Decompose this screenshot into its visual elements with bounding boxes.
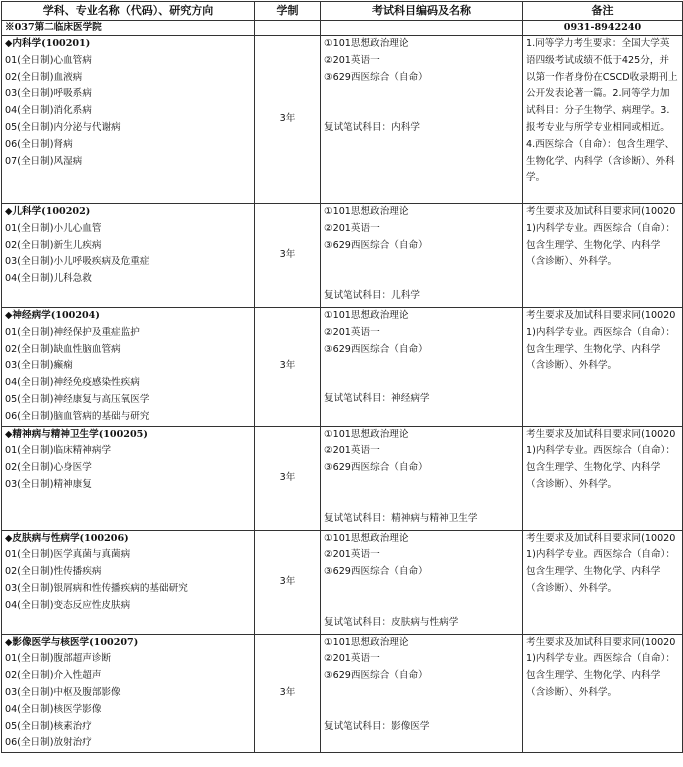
major-cell [2, 634, 255, 753]
major-cell [2, 36, 255, 204]
subjects-cell [321, 426, 523, 530]
header-row [2, 2, 683, 21]
major-cell [2, 204, 255, 308]
direction-item: 03(全日制)癫痫 [5, 360, 73, 372]
retest-subject: 复试笔试科目：神经病学 [324, 392, 430, 404]
duration-cell: 3年 [255, 308, 321, 427]
subjects-cell [321, 204, 523, 308]
college-duration-empty [255, 21, 321, 36]
direction-item: 03(全日制)中枢及腹部影像 [5, 686, 121, 698]
major-cell [2, 308, 255, 427]
direction-item: 02(全日制)性传播疾病 [5, 566, 102, 578]
subject-item: ③629西医综合（自命） [324, 239, 428, 251]
major-row [2, 530, 683, 634]
subject-item: ③629西医综合（自命） [324, 71, 428, 83]
college-name: ※037第二临床医学院 [2, 21, 255, 36]
direction-item: 01(全日制)心血管病 [5, 54, 92, 66]
subjects-cell [321, 308, 523, 427]
subject-item: ③629西医综合（自命） [324, 566, 428, 578]
direction-item: 03(全日制)呼吸系病 [5, 88, 92, 100]
note-cell: 考生要求及加试科目要求同(100201)内科学专业。西医综合（自命）：包含生理学、生物化学、内科学（含诊断）、外科学。 [523, 426, 683, 530]
direction-item: 03(全日制)银屑病和性传播疾病的基础研究 [5, 582, 188, 594]
header-duration: 学制 [255, 2, 321, 21]
subject-item: ①101思想政治理论 [324, 38, 409, 49]
subject-item: ①101思想政治理论 [324, 532, 409, 544]
subjects-cell [321, 36, 523, 204]
duration-cell: 3年 [255, 426, 321, 530]
direction-item: 03(全日制)精神康复 [5, 478, 92, 490]
major-cell [2, 530, 255, 634]
subject-item: ③629西医综合（自命） [324, 670, 428, 682]
direction-item: 02(全日制)新生儿疾病 [5, 239, 102, 251]
subjects-cell [321, 530, 523, 634]
subject-item: ②201英语一 [324, 549, 380, 561]
duration-cell: 3年 [255, 530, 321, 634]
direction-item: 05(全日制)核素治疗 [5, 720, 92, 732]
direction-item: 01(全日制)小儿心血管 [5, 222, 102, 234]
duration-cell: 3年 [255, 36, 321, 204]
major-cell [2, 426, 255, 530]
direction-item: 04(全日制)儿科急救 [5, 273, 92, 285]
major-title: ◆影像医学与核医学(100207) [5, 636, 139, 648]
note-cell: 考生要求及加试科目要求同(100201)内科学专业。西医综合（自命）：包含生理学、生物化学、内科学（含诊断）、外科学。 [523, 634, 683, 753]
subject-item: ③629西医综合（自命） [324, 343, 428, 355]
subject-item: ②201英语一 [324, 326, 380, 338]
major-row [2, 634, 683, 753]
retest-subject: 复试笔试科目：内科学 [324, 122, 420, 134]
direction-item: 01(全日制)腹部超声诊断 [5, 653, 112, 665]
duration-cell: 3年 [255, 204, 321, 308]
direction-item: 06(全日制)放射治疗 [5, 737, 92, 749]
direction-item: 07(全日制)风湿病 [5, 155, 83, 167]
direction-item: 04(全日制)变态反应性皮肤病 [5, 599, 131, 611]
header-note: 备注 [523, 2, 683, 21]
retest-subject: 复试笔试科目：影像医学 [324, 721, 430, 733]
college-row [2, 21, 683, 36]
note-cell: 考生要求及加试科目要求同(100201)内科学专业。西医综合（自命）：包含生理学、生物化学、内科学（含诊断）、外科学。 [523, 308, 683, 427]
direction-item: 02(全日制)血液病 [5, 71, 83, 83]
subject-item: ①101思想政治理论 [324, 206, 409, 217]
direction-item: 02(全日制)介入性超声 [5, 670, 102, 682]
note-cell: 1.同等学力考生要求：全国大学英语四级考试成绩不低于425分，并以第一作者身份在CSCD收录期刊上公开发表论著一篇。2.同等学力加试科目：分子生物学、病理学。3.报考专业与所学专业相同或相近。4.西医综合（自命）：包含生理学、生物化学、内科学（含诊断）、外科学。 [523, 36, 683, 204]
subject-item: ②201英语一 [324, 54, 380, 66]
major-title: ◆内科学(100201) [5, 38, 91, 49]
direction-item: 01(全日制)临床精神病学 [5, 445, 112, 457]
subject-item: ②201英语一 [324, 222, 380, 234]
direction-item: 02(全日制)心身医学 [5, 462, 92, 474]
subject-item: ①101思想政治理论 [324, 310, 409, 321]
note-cell: 考生要求及加试科目要求同(100201)内科学专业。西医综合（自命）：包含生理学、生物化学、内科学（含诊断）、外科学。 [523, 530, 683, 634]
subject-item: ②201英语一 [324, 445, 380, 457]
major-row [2, 308, 683, 427]
college-phone: 0931-8942240 [523, 21, 683, 36]
header-subjects: 考试科目编码及名称 [321, 2, 523, 21]
direction-item: 06(全日制)脑血管病的基础与研究 [5, 410, 150, 422]
subject-item: ①101思想政治理论 [324, 636, 409, 648]
retest-subject: 复试笔试科目：皮肤病与性病学 [324, 616, 459, 628]
subject-item: ①101思想政治理论 [324, 428, 409, 440]
major-row [2, 426, 683, 530]
duration-cell: 3年 [255, 634, 321, 753]
major-title: ◆精神病与精神卫生学(100205) [5, 428, 148, 440]
direction-item: 03(全日制)小儿呼吸疾病及危重症 [5, 256, 150, 268]
subject-item: ②201英语一 [324, 653, 380, 665]
college-subjects-empty [321, 21, 523, 36]
direction-item: 01(全日制)神经保护及重症监护 [5, 326, 140, 338]
direction-item: 02(全日制)缺血性脑血管病 [5, 343, 121, 355]
direction-item: 05(全日制)神经康复与高压氧医学 [5, 393, 150, 405]
direction-item: 05(全日制)内分泌与代谢病 [5, 121, 121, 133]
subjects-cell [321, 634, 523, 753]
major-title: ◆皮肤病与性病学(100206) [5, 532, 129, 544]
direction-item: 04(全日制)核医学影像 [5, 703, 102, 715]
direction-item: 01(全日制)医学真菌与真菌病 [5, 549, 131, 561]
note-cell: 考生要求及加试科目要求同(100201)内科学专业。西医综合（自命）：包含生理学、生物化学、内科学（含诊断）、外科学。 [523, 204, 683, 308]
direction-item: 06(全日制)肾病 [5, 138, 73, 150]
subject-item: ③629西医综合（自命） [324, 462, 428, 474]
major-title: ◆神经病学(100204) [5, 310, 100, 321]
major-row [2, 204, 683, 308]
direction-item: 04(全日制)神经免疫感染性疾病 [5, 377, 140, 389]
major-title: ◆儿科学(100202) [5, 206, 91, 217]
admissions-table [1, 1, 683, 753]
header-major: 学科、专业名称（代码）、研究方向 [2, 2, 255, 21]
retest-subject: 复试笔试科目：儿科学 [324, 290, 420, 302]
major-row [2, 36, 683, 204]
retest-subject: 复试笔试科目：精神病与精神卫生学 [324, 512, 478, 524]
direction-item: 04(全日制)消化系病 [5, 105, 92, 117]
